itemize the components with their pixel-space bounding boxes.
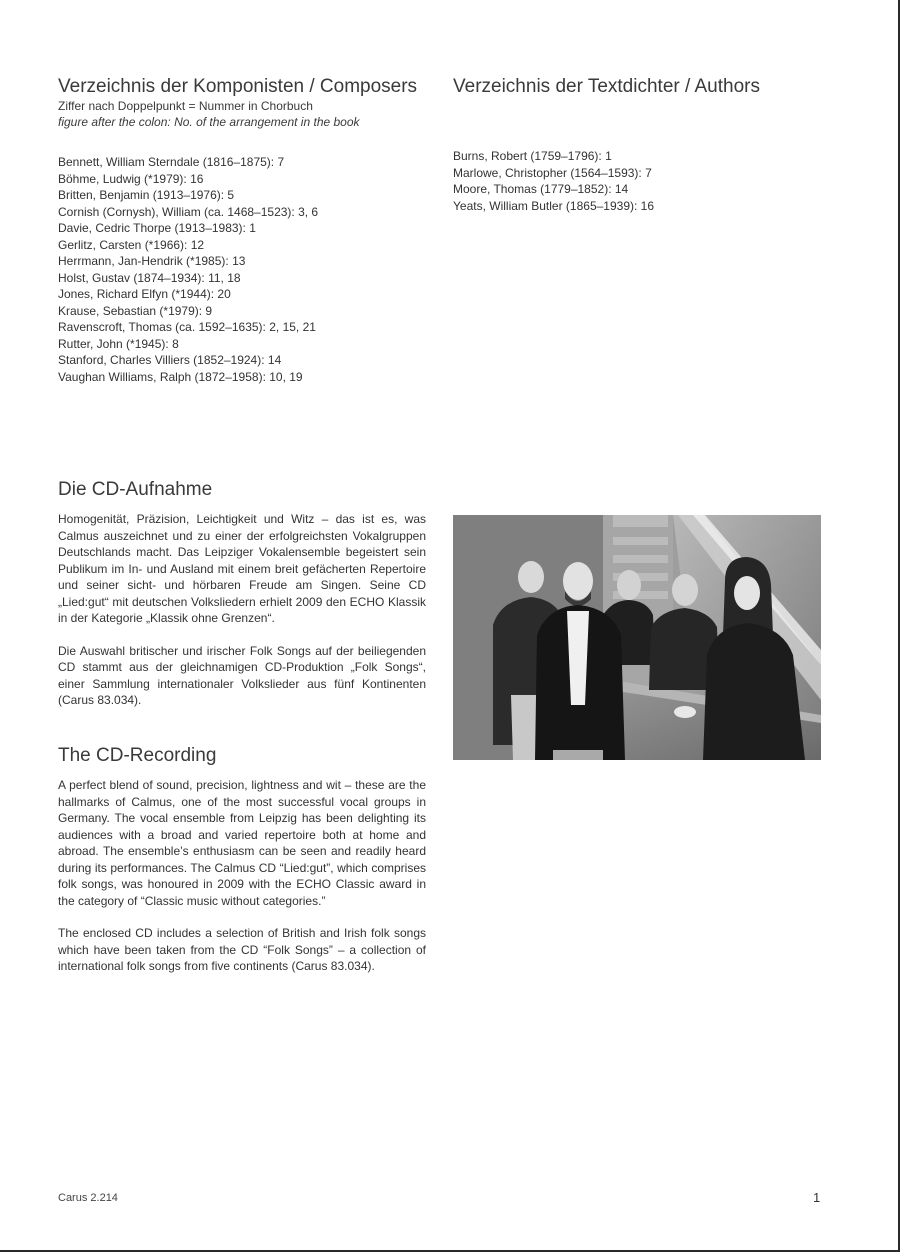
author-index-title: Verzeichnis der Textdichter / Authors xyxy=(453,76,760,97)
ensemble-photo xyxy=(453,515,821,760)
list-item: Herrmann, Jan-Hendrik (*1985): 13 xyxy=(58,254,246,268)
list-item: Burns, Robert (1759–1796): 1 xyxy=(453,149,612,163)
paragraph: A perfect blend of sound, precision, lightness and wit – these are the hallmarks of Calmus, one of the most successful vocal groups in Germany. The vocal ensemble from Leipzig has been delighting its audiences with a broad and varied repertoire both at home and abroad. The ensemble’s enthusiasm can be seen and readily heard during its performances. The Calmus CD “Lied:gut”, which comprises folk songs, was honoured in 2009 with the ECHO Classic award in the category of “Classic music without categories.” xyxy=(58,778,426,908)
cd-recording-title-de: Die CD-Aufnahme xyxy=(58,479,213,500)
list-item: Ravenscroft, Thomas (ca. 1592–1635): 2, 15, 21 xyxy=(58,320,316,334)
list-item: Davie, Cedric Thorpe (1913–1983): 1 xyxy=(58,221,256,235)
list-item: Marlowe, Christopher (1564–1593): 7 xyxy=(453,165,652,180)
cd-recording-text-de xyxy=(58,511,426,725)
list-item: Stanford, Charles Villiers (1852–1924): 14 xyxy=(58,353,282,367)
author-index xyxy=(453,76,833,214)
paragraph: The enclosed CD includes a selection of British and Irish folk songs which have been taken from the CD “Folk Songs” – a collection of international folk songs from five continents (Carus 83.034). xyxy=(58,926,426,973)
page-number: 1 xyxy=(813,1190,821,1205)
ensemble-photo-image xyxy=(453,515,821,760)
composer-index-title: Verzeichnis der Komponisten / Composers xyxy=(58,76,418,97)
list-item: Gerlitz, Carsten (*1966): 12 xyxy=(58,237,205,252)
composer-list xyxy=(58,154,438,385)
list-item: Jones, Richard Elfyn (*1944): 20 xyxy=(58,287,231,301)
cd-recording-title-en: The CD-Recording xyxy=(58,745,217,766)
list-item: Krause, Sebastian (*1979): 9 xyxy=(58,303,213,318)
catalog-number: Carus 2.214 xyxy=(58,1192,118,1204)
composer-index-note-de: Ziffer nach Doppelpunkt = Nummer in Chorbuch xyxy=(58,99,313,113)
list-item: Bennett, William Sterndale (1816–1875): 7 xyxy=(58,155,285,169)
composer-index xyxy=(58,76,438,385)
list-item: Holst, Gustav (1874–1934): 11, 18 xyxy=(58,270,241,285)
list-item: Yeats, William Butler (1865–1939): 16 xyxy=(453,198,654,213)
cd-recording-text-en xyxy=(58,777,426,991)
composer-index-note-en: figure after the colon: No. of the arrangement in the book xyxy=(58,115,360,129)
list-item: Vaughan Williams, Ralph (1872–1958): 10, 19 xyxy=(58,369,303,384)
paragraph: Homogenität, Präzision, Leichtigkeit und Witz – das ist es, was Calmus auszeichnet und zu einer der erfolgreichsten Vokalgruppen Deutschlands macht. Das Leipziger Vokalensemble begeistert sein Publikum im In- und Ausland mit einem breit gefächerten Repertoire und seiner sicht- und hörbaren Freude am Singen. Seine CD „Lied:gut“ mit deutschen Volksliedern erhielt 2009 den ECHO Klassik in der Kategorie „Klassik ohne Grenzen“. xyxy=(58,512,426,625)
list-item: Britten, Benjamin (1913–1976): 5 xyxy=(58,188,235,202)
list-item: Rutter, John (*1945): 8 xyxy=(58,336,179,351)
author-list xyxy=(453,148,833,214)
list-item: Moore, Thomas (1779–1852): 14 xyxy=(453,182,629,196)
list-item: Böhme, Ludwig (*1979): 16 xyxy=(58,171,204,186)
paragraph: Die Auswahl britischer und irischer Folk Songs auf der beiliegenden CD stammt aus der gleichnamigen CD-Produktion „Folk Songs“, einer Sammlung internationaler Volkslieder aus fünf Kontinenten (Carus 83.034). xyxy=(58,643,426,707)
list-item: Cornish (Cornysh), William (ca. 1468–1523): 3, 6 xyxy=(58,204,319,219)
